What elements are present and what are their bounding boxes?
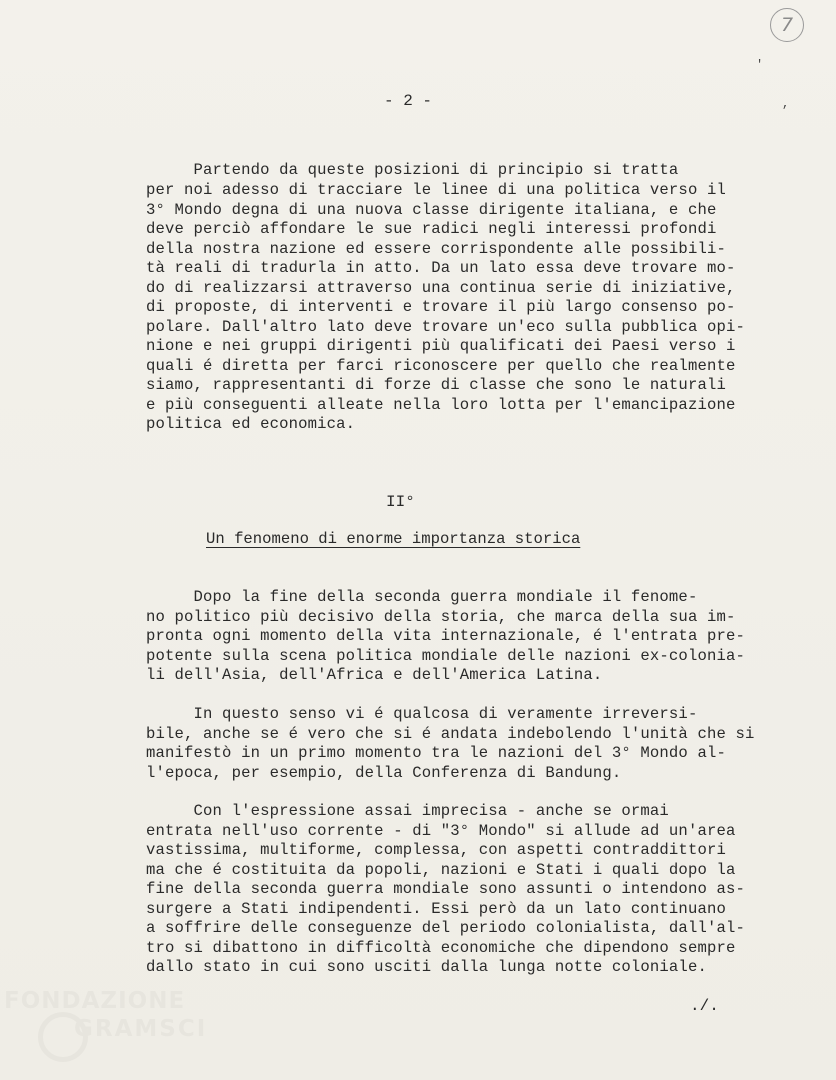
margin-mark: , bbox=[782, 97, 790, 111]
section-number: II° bbox=[386, 493, 415, 511]
text-line: dallo stato in cui sono usciti dalla lunga notte coloniale. bbox=[146, 958, 707, 976]
text-line: Partendo da queste posizioni di principio si tratta bbox=[146, 161, 679, 179]
text-line: 3° Mondo degna di una nuova classe dirigente italiana, e che bbox=[146, 201, 717, 219]
text-line: ma che é costituita da popoli, nazioni e Stati i quali dopo la bbox=[146, 861, 736, 879]
watermark-text: GRAMSCI bbox=[74, 1016, 208, 1042]
watermark-logo bbox=[4, 988, 224, 1068]
text-line: do di realizzarsi attraverso una continua serie di iniziative, bbox=[146, 279, 736, 297]
margin-mark: ' bbox=[756, 58, 764, 72]
text-line: Dopo la fine della seconda guerra mondiale il fenome- bbox=[146, 588, 698, 606]
text-line: deve perciò affondare le sue radici negli interessi profondi bbox=[146, 220, 717, 238]
text-line: bile, anche se é vero che si é andata indebolendo l'unità che si bbox=[146, 725, 755, 743]
text-line: surgere a Stati indipendenti. Essi però da un lato continuano bbox=[146, 900, 726, 918]
text-line: l'epoca, per esempio, della Conferenza di Bandung. bbox=[146, 764, 622, 782]
text-line: li dell'Asia, dell'Africa e dell'America Latina. bbox=[146, 666, 603, 684]
text-line: Con l'espressione assai imprecisa - anche se ormai bbox=[146, 802, 669, 820]
text-line: per noi adesso di tracciare le linee di una politica verso il bbox=[146, 181, 726, 199]
text-line: polare. Dall'altro lato deve trovare un'eco sulla pubblica opi- bbox=[146, 318, 745, 336]
text-line: politica ed economica. bbox=[146, 415, 356, 433]
section-heading: Un fenomeno di enorme importanza storica bbox=[206, 530, 581, 548]
watermark-text: FONDAZIONE bbox=[4, 988, 186, 1014]
text-line: fine della seconda guerra mondiale sono assunti o intendono as- bbox=[146, 880, 745, 898]
page-number: - 2 - bbox=[384, 92, 433, 110]
text-line: In questo senso vi é qualcosa di veramente irreversi- bbox=[146, 705, 698, 723]
text-line: no politico più decisivo della storia, che marca della sua im- bbox=[146, 608, 736, 626]
text-line: entrata nell'uso corrente - di "3° Mondo" si allude ad un'area bbox=[146, 822, 736, 840]
text-line: e più conseguenti alleate nella loro lotta per l'emancipazione bbox=[146, 396, 736, 414]
text-line: nione e nei gruppi dirigenti più qualificati dei Paesi verso i bbox=[146, 337, 736, 355]
text-line: manifestò in un primo momento tra le nazioni del 3° Mondo al- bbox=[146, 744, 726, 762]
text-line: potente sulla scena politica mondiale delle nazioni ex-colonia- bbox=[146, 647, 745, 665]
text-line: vastissima, multiforme, complessa, con aspetti contraddittori bbox=[146, 841, 726, 859]
text-line: di proposte, di interventi e trovare il più largo consenso po- bbox=[146, 298, 736, 316]
archive-number-stamp: 7 bbox=[770, 8, 804, 42]
text-line: quali é diretta per farci riconoscere per quello che realmente bbox=[146, 357, 736, 375]
text-line: tro si dibattono in difficoltà economiche che dipendono sempre bbox=[146, 939, 736, 957]
text-line: della nostra nazione ed essere corrispondente alle possibili- bbox=[146, 240, 726, 258]
text-line: siamo, rappresentanti di forze di classe che sono le naturali bbox=[146, 376, 726, 394]
text-line: a soffrire delle conseguenze del periodo colonialista, dall'al- bbox=[146, 919, 745, 937]
continuation-mark: ./. bbox=[690, 997, 719, 1015]
text-line: tà reali di tradurla in atto. Da un lato essa deve trovare mo- bbox=[146, 259, 736, 277]
text-line: pronta ogni momento della vita internazionale, é l'entrata pre- bbox=[146, 627, 745, 645]
